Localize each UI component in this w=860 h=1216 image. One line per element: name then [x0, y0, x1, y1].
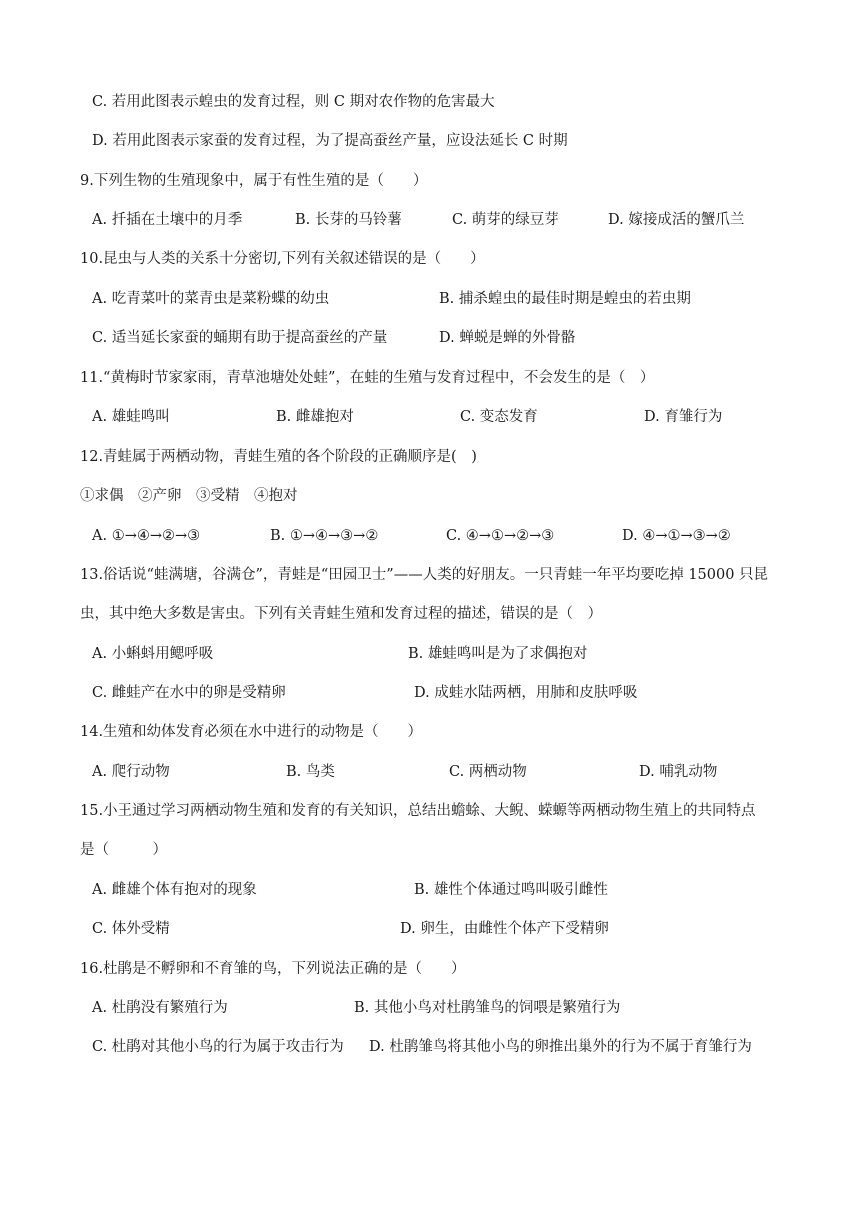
- q16-option-b: B. 其他小鸟对杜鹃雏鸟的饲喂是繁殖行为: [354, 1000, 621, 1016]
- q12-stem: 12.青蛙属于两栖动物，青蛙生殖的各个阶段的正确顺序是( ): [80, 449, 477, 465]
- q12-option-c: C. ④→①→②→③: [446, 528, 555, 544]
- q8-option-d: D. 若用此图表示家蚕的发育过程，为了提高蚕丝产量，应设法延长 C 时期: [92, 133, 568, 149]
- q14-option-c: C. 两栖动物: [449, 764, 527, 780]
- q13-option-a: A. 小蝌蚪用鳃呼吸: [92, 646, 214, 662]
- q15-option-a: A. 雌雄个体有抱对的现象: [92, 882, 257, 898]
- q11-option-d: D. 育雏行为: [644, 409, 723, 425]
- q10-option-b: B. 捕杀蝗虫的最佳时期是蝗虫的若虫期: [439, 291, 691, 307]
- q13-option-b: B. 雄蛙鸣叫是为了求偶抱对: [408, 646, 588, 662]
- q12-option-d: D. ④→①→③→②: [622, 528, 731, 544]
- q11-option-a: A. 雄蛙鸣叫: [92, 409, 170, 425]
- q13-option-d: D. 成蛙水陆两栖，用肺和皮肤呼吸: [414, 685, 638, 701]
- q11-option-c: C. 变态发育: [460, 409, 538, 425]
- q11-stem: 11.“黄梅时节家家雨，青草池塘处处蛙”，在蛙的生殖与发育过程中，不会发生的是（ ）: [80, 370, 655, 386]
- q10-stem: 10.昆虫与人类的关系十分密切,下列有关叙述错误的是（ ）: [80, 251, 485, 267]
- q12-option-a: A. ①→④→②→③: [92, 528, 201, 544]
- q9-option-a: A. 扦插在土壤中的月季: [92, 212, 243, 228]
- q13-option-c: C. 雌蛙产在水中的卵是受精卵: [92, 685, 286, 701]
- q10-option-c: C. 适当延长家蚕的蛹期有助于提高蚕丝的产量: [92, 330, 388, 346]
- q11-option-b: B. 雌雄抱对: [276, 409, 354, 425]
- q9-option-d: D. 嫁接成活的蟹爪兰: [608, 212, 745, 228]
- q13-stem: 13.俗话说“蛙满塘，谷满仓”，青蛙是“田园卫士”——人类的好朋友。一只青蛙一年平均要吃掉 15000 只昆: [80, 567, 769, 583]
- q15-option-b: B. 雄性个体通过鸣叫吸引雌性: [414, 882, 608, 898]
- q16-option-c: C. 杜鹃对其他小鸟的行为属于攻击行为: [92, 1039, 344, 1055]
- q9-option-c: C. 萌芽的绿豆芽: [452, 212, 559, 228]
- q15-option-c: C. 体外受精: [92, 921, 170, 937]
- q16-option-a: A. 杜鹃没有繁殖行为: [92, 1000, 228, 1016]
- q9-stem: 9.下列生物的生殖现象中，属于有性生殖的是（ ）: [80, 173, 428, 189]
- q10-option-a: A. 吃青菜叶的菜青虫是菜粉蝶的幼虫: [92, 291, 330, 307]
- q9-option-b: B. 长芽的马铃薯: [295, 212, 402, 228]
- q15-stem: 15.小王通过学习两栖动物生殖和发育的有关知识，总结出蟾蜍、大鲵、蝾螈等两栖动物生殖上的共同特点: [80, 803, 756, 819]
- q14-option-d: D. 哺乳动物: [639, 764, 718, 780]
- q14-option-a: A. 爬行动物: [92, 764, 170, 780]
- q10-option-d: D. 蝉蜕是蝉的外骨骼: [439, 330, 576, 346]
- q14-option-b: B. 鸟类: [286, 764, 335, 780]
- q16-option-d: D. 杜鹃雏鸟将其他小鸟的卵推出巢外的行为不属于育雏行为: [369, 1039, 752, 1055]
- q14-stem: 14.生殖和幼体发育必须在水中进行的动物是（ ）: [80, 724, 423, 740]
- q15-stem-cont: 是（ ）: [80, 842, 167, 858]
- q12-steps: ①求偶 ②产卵 ③受精 ④抱对: [80, 488, 298, 504]
- q16-stem: 16.杜鹃是不孵卵和不育雏的鸟，下列说法正确的是（ ）: [80, 961, 466, 977]
- q15-option-d: D. 卵生，由雌性个体产下受精卵: [400, 921, 609, 937]
- q12-option-b: B. ①→④→③→②: [270, 528, 379, 544]
- q13-stem-cont: 虫，其中绝大多数是害虫。下列有关青蛙生殖和发育过程的描述，错误的是（ ）: [80, 606, 602, 622]
- q8-option-c: C. 若用此图表示蝗虫的发育过程，则 C 期对农作物的危害最大: [92, 94, 495, 110]
